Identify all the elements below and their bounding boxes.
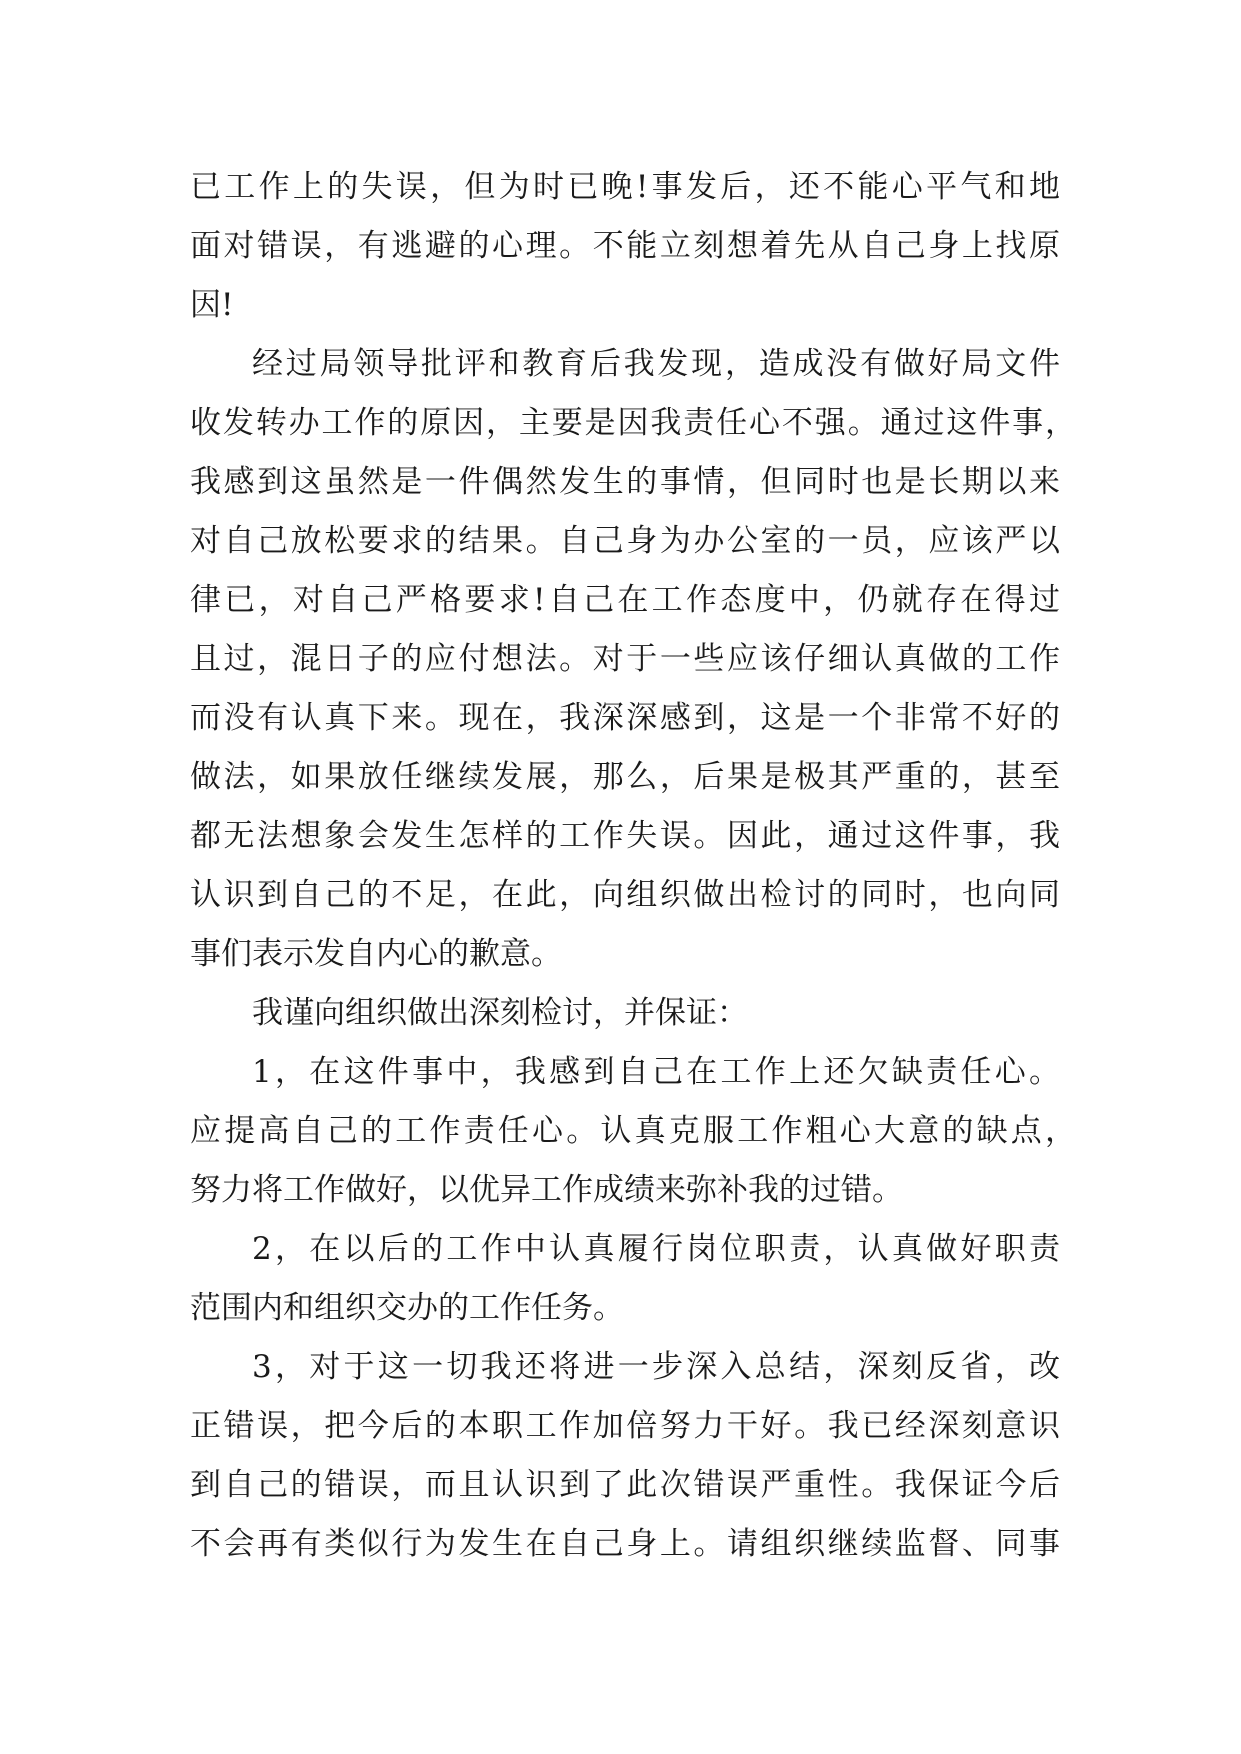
text-line: 事们表示发自内心的歉意。 <box>190 936 562 972</box>
text-line: 应提高自己的工作责任心。认真克服工作粗心大意的缺点， <box>190 1113 1076 1149</box>
text-line: 3，对于这一切我还将进一步深入总结，深刻反省，改 <box>252 1349 1060 1385</box>
text-line: 经过局领导批评和教育后我发现，造成没有做好局文件 <box>252 346 1060 382</box>
text-line: 且过，混日子的应付想法。对于一些应该仔细认真做的工作 <box>190 641 1060 677</box>
text-line: 正错误，把今后的本职工作加倍努力干好。我已经深刻意识 <box>190 1408 1060 1444</box>
paragraph <box>190 1220 1060 1338</box>
paragraph <box>190 158 1060 335</box>
paragraph <box>190 1338 1060 1574</box>
text-line: 都无法想象会发生怎样的工作失误。因此，通过这件事，我 <box>190 818 1060 854</box>
text-line: 做法，如果放任继续发展，那么，后果是极其严重的，甚至 <box>190 759 1060 795</box>
text-line: 已工作上的失误，但为时已晚!事发后，还不能心平气和地 <box>190 169 1060 205</box>
document-body <box>190 158 1076 1574</box>
paragraph <box>190 335 1076 984</box>
text-line: 1，在这件事中，我感到自己在工作上还欠缺责任心。 <box>252 1054 1060 1090</box>
paragraph <box>190 984 1060 1043</box>
text-line: 认识到自己的不足，在此，向组织做出检讨的同时，也向同 <box>190 877 1060 913</box>
text-line: 我谨向组织做出深刻检讨，并保证： <box>252 995 748 1031</box>
text-line: 收发转办工作的原因，主要是因我责任心不强。通过这件事， <box>190 405 1076 441</box>
text-line: 2，在以后的工作中认真履行岗位职责，认真做好职责 <box>252 1231 1060 1267</box>
text-line: 到自己的错误，而且认识到了此次错误严重性。我保证今后 <box>190 1467 1060 1503</box>
text-line: 律已，对自己严格要求!自己在工作态度中，仍就存在得过 <box>190 582 1060 618</box>
text-line: 对自己放松要求的结果。自己身为办公室的一员，应该严以 <box>190 523 1060 559</box>
text-line: 范围内和组织交办的工作任务。 <box>190 1290 624 1326</box>
text-line: 不会再有类似行为发生在自己身上。请组织继续监督、同事 <box>190 1526 1060 1562</box>
text-line: 因! <box>190 287 234 323</box>
text-line: 面对错误，有逃避的心理。不能立刻想着先从自己身上找原 <box>190 228 1060 264</box>
text-line: 努力将工作做好，以优异工作成绩来弥补我的过错。 <box>190 1172 903 1208</box>
text-line: 我感到这虽然是一件偶然发生的事情，但同时也是长期以来 <box>190 464 1060 500</box>
paragraph <box>190 1043 1076 1220</box>
text-line: 而没有认真下来。现在，我深深感到，这是一个非常不好的 <box>190 700 1060 736</box>
